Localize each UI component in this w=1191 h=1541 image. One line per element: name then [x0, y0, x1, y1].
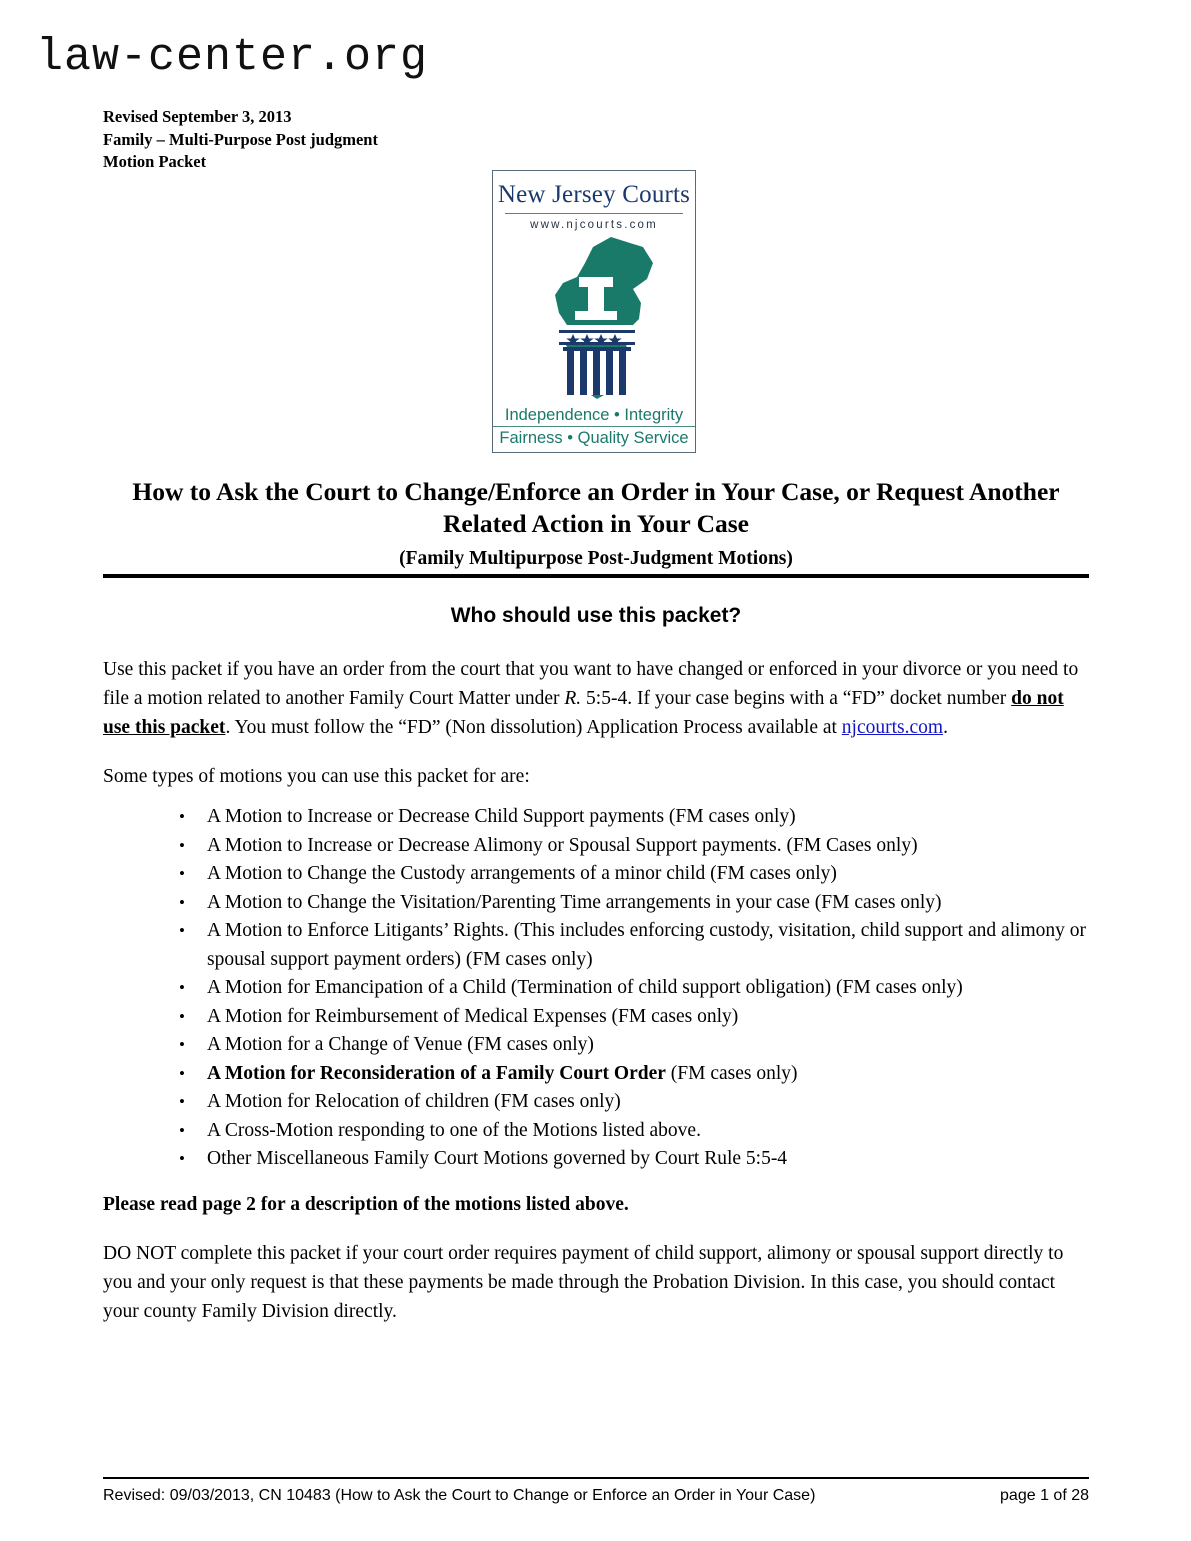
list-item — [103, 1088, 1089, 1117]
logo-tagline-line-2: Fairness • Quality Service — [499, 429, 689, 447]
packet-category: Family – Multi-Purpose Post judgment — [103, 129, 378, 149]
closing-paragraph: DO NOT complete this packet if your court order requires payment of child support, alimony or spousal support directly to you and your only request is that these payments be made through the Probation Division. In this case, you should contact your county Family Division directly. — [103, 1242, 1064, 1322]
site-brand-watermark: law-center.org — [36, 32, 429, 83]
rule-citation: R. — [564, 688, 582, 709]
list-item — [103, 974, 1089, 1003]
list-lead-in: Some types of motions you can use this packet for are: — [103, 766, 530, 787]
do-not-use-emphasis: do not use this packet — [103, 688, 1064, 738]
motion-text: Other Miscellaneous Family Court Motions governed by Court Rule 5:5-4 — [207, 1148, 788, 1169]
motion-text: A Motion for Emancipation of a Child (Termination of child support obligation) (FM cases only) — [207, 977, 963, 998]
list-item — [103, 803, 1089, 832]
logo-tagline-line-1: Independence • Integrity — [493, 405, 695, 427]
motion-text: A Motion to Increase or Decrease Alimony or Spousal Support payments. (FM Cases only) — [207, 834, 918, 856]
title-divider — [103, 574, 1089, 578]
motion-text: A Motion to Increase or Decrease Child Support payments (FM cases only) — [207, 806, 796, 827]
intro-part-2: 5:5-4. If your case begins with a “FD” docket number — [581, 688, 1012, 709]
new-jersey-courts-logo — [492, 170, 696, 453]
motion-text: A Motion for Relocation of children (FM cases only) — [207, 1091, 621, 1112]
logo-tagline — [493, 405, 695, 448]
page-title-line-2: Another Related Action in Your Case — [443, 477, 1060, 538]
footer-page-number: page 1 of 28 — [1000, 1487, 1089, 1504]
section-heading: Who should use this packet? — [450, 604, 742, 627]
motion-text: (FM cases only) — [665, 1062, 798, 1084]
packet-name: Motion Packet — [103, 152, 207, 171]
footer-divider — [103, 1477, 1089, 1479]
logo-url: www.njcourts.com — [530, 219, 658, 231]
list-item — [103, 917, 1089, 974]
motion-text: A Motion for a Change of Venue (FM cases only) — [207, 1034, 594, 1055]
intro-part-3: . You must follow the “FD” (Non dissolution) Application Process available at — [225, 717, 842, 738]
document-body — [103, 655, 1089, 1346]
list-item — [103, 1117, 1089, 1146]
list-item — [103, 1031, 1089, 1060]
motion-text: A Motion to Enforce Litigants’ Rights. (This includes enforcing custody, visitation, child support and alimony or spousal support payment orders) (FM cases only) — [207, 920, 1086, 970]
list-item — [103, 860, 1089, 889]
revision-date: Revised September 3, 2013 — [103, 107, 292, 126]
intro-part-4: . — [943, 717, 948, 738]
list-item — [103, 1060, 1089, 1089]
revision-block — [103, 106, 378, 174]
list-item — [103, 889, 1089, 918]
read-page-note: Please read page 2 for a description of the motions listed above. — [103, 1193, 629, 1215]
motion-text: A Cross-Motion responding to one of the Motions listed above. — [207, 1119, 701, 1141]
intro-paragraph — [103, 655, 1089, 742]
page-title — [103, 476, 1089, 540]
footer-document-info: Revised: 09/03/2013, CN 10483 (How to Ask the Court to Change or Enforce an Order in Your Case) — [103, 1487, 816, 1504]
motion-types-list — [103, 803, 1089, 1174]
page-subtitle: (Family Multipurpose Post-Judgment Motions) — [399, 548, 793, 569]
motion-bold-prefix: A Motion for Reconsideration of a Family Court Order — [207, 1062, 666, 1084]
njcourts-link[interactable]: njcourts.com — [841, 717, 944, 738]
logo-title: New Jersey Courts — [497, 181, 691, 208]
list-item — [103, 1003, 1089, 1032]
intro-part-1: Use this packet if you have an order from the court that you want to have changed or enforced in your divorce or you need to file a motion related to another Family Court Matter under — [103, 659, 1079, 709]
list-item — [103, 1145, 1089, 1174]
motion-text: A Motion to Change the Visitation/Parenting Time arrangements in your case (FM cases only) — [207, 891, 942, 913]
page-title-line-1: How to Ask the Court to Change/Enforce an Order in Your Case, or Request — [132, 477, 964, 506]
motion-text: A Motion for Reimbursement of Medical Expenses (FM cases only) — [207, 1005, 739, 1027]
list-item — [103, 832, 1089, 861]
motion-text: A Motion to Change the Custody arrangements of a minor child (FM cases only) — [207, 863, 837, 884]
logo-divider — [505, 213, 683, 214]
page-footer — [103, 1487, 1089, 1505]
nj-state-column-emblem-icon — [493, 233, 697, 403]
